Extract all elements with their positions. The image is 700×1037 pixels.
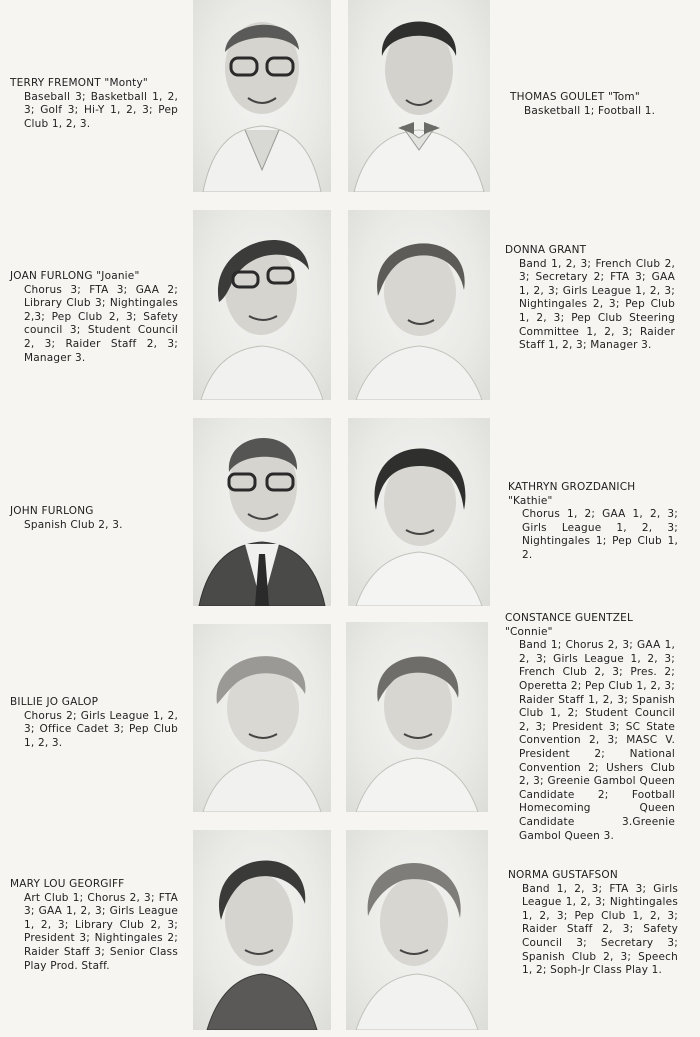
student-activities: Baseball 3; Basketball 1, 2, 3; Golf 3; Hi-Y 1, 2, 3; Pep Club 1, 2, 3. [24,90,178,130]
student-activities: Art Club 1; Chorus 2, 3; FTA 3; GAA 1, 2, 3; Girls League 1, 2, 3; Library Club 2, 3; President 3; Nightingales 2; Raider Staff 3; Senior Class Play Prod. Staff. [24,891,178,972]
portrait-john-furlong [193,418,331,606]
caption-kathryn-grozdanich [508,481,678,563]
caption-joan-furlong [10,270,178,365]
student-activities: Chorus 3; FTA 3; GAA 2; Library Club 3; Nightingales 2,3; Pep Club 2, 3; Safety council 3; Student Council 2, 3; Raider Staff 2, 3; Manager 3. [24,283,178,364]
student-name: JOAN FURLONG "Joanie" [10,270,140,282]
student-nickname: "Connie" [505,625,553,638]
student-activities: Chorus 2; Girls League 1, 2, 3; Office Cadet 3; Pep Club 1, 2, 3. [24,709,178,749]
student-name: CONSTANCE GUENTZEL [505,612,634,624]
portrait-thomas-goulet [348,0,490,192]
student-activities: Band 1; Chorus 2, 3; GAA 1, 2, 3; Girls League 1, 2, 3; French Club 2, 3; Pres. 2; Operetta 2; Pep Club 1, 2, 3; Raider Staff 1, 2, 3; Spanish Club 1, 2; Student Council 2, 3; President 3; SC State Convention 2, 3; MASC V. President 2; National Convention 2; Ushers Club 2, 3; Greenie Gambol Queen Candidate 2; Football Homecoming Queen Candidate 3.Greenie Gambol Queen 3. [519,639,675,842]
caption-norma-gustafson [508,869,678,978]
portrait-kathryn-grozdanich [348,418,490,606]
student-name: TERRY FREMONT "Monty" [10,77,148,89]
student-name: THOMAS GOULET "Tom" [510,91,640,103]
student-name: BILLIE JO GALOP [10,696,99,708]
caption-thomas-goulet [510,91,680,118]
portrait-mary-lou-georgiff [193,830,331,1030]
portrait-joan-furlong [193,210,331,400]
caption-mary-lou-georgiff [10,878,178,973]
student-activities: Chorus 1, 2; GAA 1, 2, 3; Girls League 1, 2, 3; Nightingales 1; Pep Club 1, 2. [522,508,678,561]
student-name: DONNA GRANT [505,244,587,256]
student-activities: Spanish Club 2, 3. [24,518,123,531]
portrait-norma-gustafson [346,830,488,1030]
student-name: MARY LOU GEORGIFF [10,878,125,890]
student-activities: Band 1, 2, 3; FTA 3; Girls League 1, 2, 3; Nightingales 1, 2, 3; Pep Club 1, 2, 3; Raider Staff 2, 3; Safety Council 3; Secretary 3; Spanish Club 2, 3; Speech 1, 2; Soph-Jr Class Play 1. [522,882,678,977]
portrait-donna-grant [348,210,490,400]
student-name: KATHRYN GROZDANICH [508,481,636,493]
portrait-billie-jo-galop [193,624,331,812]
caption-billie-jo-galop [10,696,178,750]
caption-constance-guentzel [505,612,675,843]
caption-terry-fremont [10,77,178,131]
student-activities: Basketball 1; Football 1. [524,104,656,117]
student-name: NORMA GUSTAFSON [508,869,618,881]
portrait-constance-guentzel [346,622,488,812]
portrait-terry-fremont [193,0,331,192]
caption-donna-grant [505,244,675,353]
caption-john-furlong [10,505,178,532]
student-nickname: "Kathie" [508,494,553,507]
student-name: JOHN FURLONG [10,505,94,517]
student-activities: Band 1, 2, 3; French Club 2, 3; Secretary 2; FTA 3; GAA 1, 2, 3; Girls League 1, 2, 3; Nightingales 2, 3; Pep Club 1, 2, 3; Pep Club Steering Committee 1, 2, 3; Raider Staff 1, 2, 3; Manager 3. [519,257,675,352]
